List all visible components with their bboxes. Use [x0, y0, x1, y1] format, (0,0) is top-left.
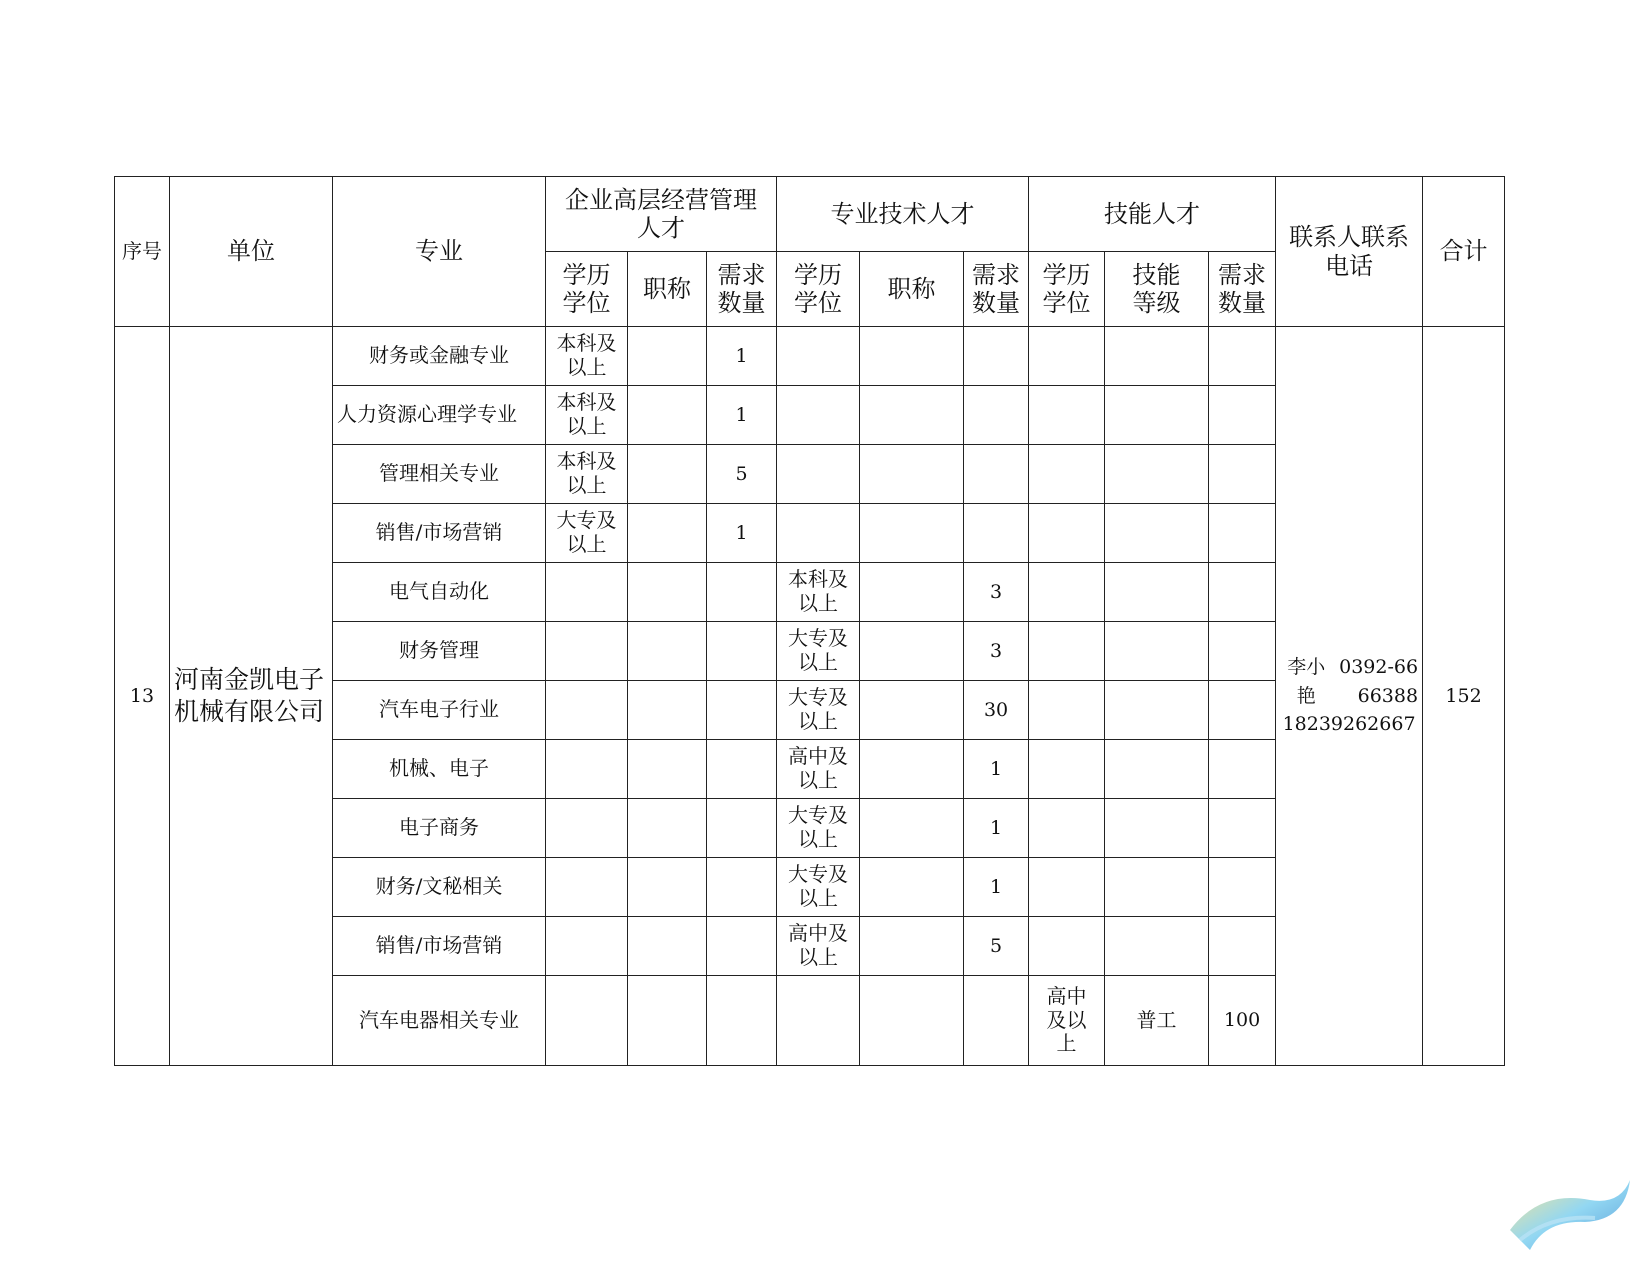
skill-quantity-cell: 100: [1209, 976, 1276, 1066]
mgmt-education-cell: 本科及以上: [546, 445, 628, 504]
skill-quantity-cell: [1209, 504, 1276, 563]
contact-phone-landline: 0392-6666388: [1339, 656, 1419, 707]
skill-quantity-cell: [1209, 622, 1276, 681]
tech-quantity-cell: 3: [964, 563, 1029, 622]
mgmt-title-cell: [628, 681, 707, 740]
seq-cell: 13: [115, 327, 170, 1066]
tech-quantity-cell: 1: [964, 740, 1029, 799]
skill-level-cell: [1105, 858, 1209, 917]
major-cell: 财务/文秘相关: [333, 858, 546, 917]
tech-quantity-cell: 1: [964, 858, 1029, 917]
header-contact: 联系人联系电话: [1276, 177, 1423, 327]
skill-level-cell: [1105, 563, 1209, 622]
header-group-technical: 专业技术人才: [777, 177, 1029, 252]
mgmt-education-cell: [546, 681, 628, 740]
tech-quantity-cell: [964, 386, 1029, 445]
skill-education-cell: [1029, 622, 1105, 681]
header-tech-title: 职称: [860, 252, 964, 327]
header-skill-education: 学历学位: [1029, 252, 1105, 327]
skill-education-cell: [1029, 799, 1105, 858]
tech-education-cell: 大专及以上: [777, 799, 860, 858]
major-cell: 汽车电器相关专业: [333, 976, 546, 1066]
major-cell: 财务管理: [333, 622, 546, 681]
major-cell: 电子商务: [333, 799, 546, 858]
mgmt-quantity-cell: [707, 858, 777, 917]
header-unit: 单位: [170, 177, 333, 327]
mgmt-education-cell: [546, 976, 628, 1066]
header-mgmt-education: 学历学位: [546, 252, 628, 327]
tech-quantity-cell: [964, 445, 1029, 504]
mgmt-quantity-cell: [707, 917, 777, 976]
header-group-skill: 技能人才: [1029, 177, 1276, 252]
skill-quantity-cell: [1209, 799, 1276, 858]
tech-education-cell: [777, 386, 860, 445]
mgmt-title-cell: [628, 740, 707, 799]
tech-education-cell: 高中及以上: [777, 917, 860, 976]
tech-title-cell: [860, 386, 964, 445]
header-group-management: 企业高层经营管理人才: [546, 177, 777, 252]
skill-level-cell: [1105, 740, 1209, 799]
mgmt-title-cell: [628, 858, 707, 917]
mgmt-quantity-cell: 1: [707, 327, 777, 386]
skill-education-cell: [1029, 327, 1105, 386]
major-cell: 人力资源心理学专业: [333, 386, 546, 445]
tech-title-cell: [860, 504, 964, 563]
tech-title-cell: [860, 681, 964, 740]
tech-education-cell: [777, 976, 860, 1066]
mgmt-education-cell: 大专及以上: [546, 504, 628, 563]
tech-quantity-cell: 5: [964, 917, 1029, 976]
mgmt-education-cell: 本科及以上: [546, 386, 628, 445]
skill-quantity-cell: [1209, 386, 1276, 445]
skill-level-cell: [1105, 799, 1209, 858]
mgmt-title-cell: [628, 622, 707, 681]
mgmt-quantity-cell: [707, 681, 777, 740]
major-cell: 机械、电子: [333, 740, 546, 799]
site-logo-icon: [1500, 1160, 1640, 1260]
tech-quantity-cell: 1: [964, 799, 1029, 858]
skill-level-cell: [1105, 681, 1209, 740]
skill-level-cell: [1105, 445, 1209, 504]
table-row: [115, 327, 1505, 386]
tech-title-cell: [860, 445, 964, 504]
tech-education-cell: 本科及以上: [777, 563, 860, 622]
header-tech-education: 学历学位: [777, 252, 860, 327]
unit-cell: 河南金凯电子机械有限公司: [170, 327, 333, 1066]
mgmt-title-cell: [628, 799, 707, 858]
skill-level-cell: [1105, 386, 1209, 445]
mgmt-education-cell: [546, 563, 628, 622]
mgmt-education-cell: [546, 917, 628, 976]
skill-quantity-cell: [1209, 681, 1276, 740]
contact-phone-mobile: 18239262667: [1282, 713, 1416, 736]
skill-quantity-cell: [1209, 917, 1276, 976]
mgmt-title-cell: [628, 917, 707, 976]
mgmt-quantity-cell: [707, 622, 777, 681]
tech-title-cell: [860, 563, 964, 622]
mgmt-education-cell: [546, 622, 628, 681]
tech-title-cell: [860, 858, 964, 917]
header-skill-level: 技能等级: [1105, 252, 1209, 327]
mgmt-quantity-cell: 1: [707, 386, 777, 445]
skill-level-cell: [1105, 504, 1209, 563]
tech-education-cell: 大专及以上: [777, 622, 860, 681]
mgmt-education-cell: [546, 740, 628, 799]
header-seq: 序号: [115, 177, 170, 327]
header-skill-quantity: 需求数量: [1209, 252, 1276, 327]
tech-education-cell: [777, 504, 860, 563]
skill-quantity-cell: [1209, 740, 1276, 799]
recruitment-table: [114, 176, 1505, 1066]
skill-education-cell: [1029, 386, 1105, 445]
skill-education-cell: [1029, 681, 1105, 740]
header-major: 专业: [333, 177, 546, 327]
tech-quantity-cell: 3: [964, 622, 1029, 681]
tech-title-cell: [860, 799, 964, 858]
major-cell: 销售/市场营销: [333, 917, 546, 976]
tech-education-cell: 大专及以上: [777, 681, 860, 740]
tech-education-cell: 高中及以上: [777, 740, 860, 799]
skill-level-cell: 普工: [1105, 976, 1209, 1066]
tech-quantity-cell: [964, 504, 1029, 563]
mgmt-title-cell: [628, 504, 707, 563]
mgmt-quantity-cell: [707, 799, 777, 858]
header-mgmt-quantity: 需求数量: [707, 252, 777, 327]
skill-education-cell: [1029, 563, 1105, 622]
tech-education-cell: 大专及以上: [777, 858, 860, 917]
tech-education-cell: [777, 445, 860, 504]
mgmt-title-cell: [628, 327, 707, 386]
header-total: 合计: [1423, 177, 1505, 327]
mgmt-title-cell: [628, 386, 707, 445]
skill-level-cell: [1105, 327, 1209, 386]
tech-quantity-cell: [964, 976, 1029, 1066]
mgmt-education-cell: 本科及以上: [546, 327, 628, 386]
skill-quantity-cell: [1209, 327, 1276, 386]
skill-education-cell: [1029, 445, 1105, 504]
mgmt-title-cell: [628, 563, 707, 622]
header-mgmt-title: 职称: [628, 252, 707, 327]
tech-title-cell: [860, 622, 964, 681]
skill-quantity-cell: [1209, 858, 1276, 917]
tech-quantity-cell: [964, 327, 1029, 386]
header-tech-quantity: 需求数量: [964, 252, 1029, 327]
contact-cell: [1276, 327, 1423, 1066]
mgmt-title-cell: [628, 445, 707, 504]
major-cell: 汽车电子行业: [333, 681, 546, 740]
skill-education-cell: [1029, 858, 1105, 917]
tech-title-cell: [860, 740, 964, 799]
total-cell: 152: [1423, 327, 1505, 1066]
major-cell: 电气自动化: [333, 563, 546, 622]
skill-quantity-cell: [1209, 563, 1276, 622]
contact-line-1: [1280, 653, 1418, 710]
contact-name: 李小艳: [1287, 656, 1326, 707]
mgmt-quantity-cell: [707, 976, 777, 1066]
mgmt-education-cell: [546, 799, 628, 858]
tech-quantity-cell: 30: [964, 681, 1029, 740]
tech-title-cell: [860, 917, 964, 976]
skill-education-cell: [1029, 917, 1105, 976]
tech-education-cell: [777, 327, 860, 386]
skill-level-cell: [1105, 622, 1209, 681]
skill-education-cell: [1029, 504, 1105, 563]
mgmt-quantity-cell: [707, 563, 777, 622]
tech-title-cell: [860, 976, 964, 1066]
mgmt-education-cell: [546, 858, 628, 917]
major-cell: 管理相关专业: [333, 445, 546, 504]
major-cell: 销售/市场营销: [333, 504, 546, 563]
major-cell: 财务或金融专业: [333, 327, 546, 386]
mgmt-title-cell: [628, 976, 707, 1066]
skill-education-cell: 高中及以上: [1029, 976, 1105, 1066]
skill-quantity-cell: [1209, 445, 1276, 504]
skill-level-cell: [1105, 917, 1209, 976]
skill-education-cell: [1029, 740, 1105, 799]
mgmt-quantity-cell: 5: [707, 445, 777, 504]
mgmt-quantity-cell: 1: [707, 504, 777, 563]
mgmt-quantity-cell: [707, 740, 777, 799]
tech-title-cell: [860, 327, 964, 386]
